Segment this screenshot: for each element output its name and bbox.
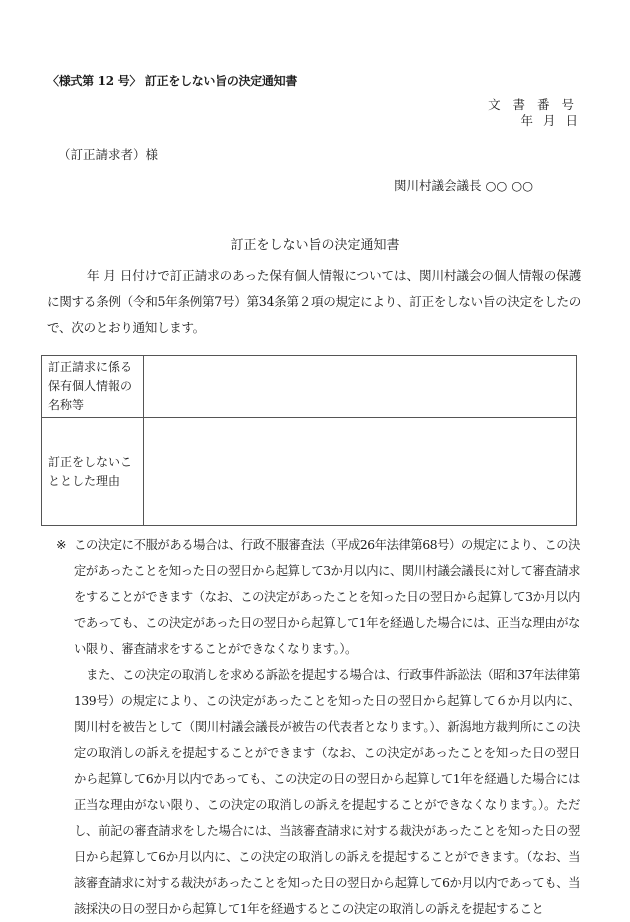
note-appeal	[56, 532, 580, 662]
note-appeal-text: この決定に不服がある場合は、行政不服審査法（平成26年法律第68号）の規定により、この決定があったことを知った日の翌日から起算して3か月以内に、関川村議会議長に対して審査請求をすることができます（なお、この決定があったことを知った日の翌日から起算して3か月以内であっても、この決定があった日の翌日から起算して1年を経過した場合には、正当な理由がない限り、審査請求をすることができなくなります。）。	[74, 538, 580, 656]
row-value-info-name	[144, 356, 577, 418]
body-paragraph: 年 月 日付けで訂正請求のあった保有個人情報については、関川村議会の個人情報の保護に関する条例（令和5年条例第7号）第34条第２項の規定により、訂正をしない旨の決定をしたので、次のとおり通知します。	[47, 268, 581, 335]
note-lawsuit-text: また、この決定の取消しを求める訴訟を提起する場合は、行政事件訴訟法（昭和37年法律第139号）の規定により、この決定があったことを知った日の翌日から起算して６か月以内に、関川村を被告として（関川村議会議長が被告の代表者となります。）、新潟地方裁判所にこの決定の取消しの訴えを提起することができます（なお、この決定があったことを知った日の翌日から起算して6か月以内であっても、この決定の日の翌日から起算して1年を経過した場合には正当な理由がない限り、この決定の取消しの訴えを提起することができなくなります。）。ただし、前記の審査請求をした場合には、当該審査請求に対する裁決があったことを知った日の翌日から起算して6か月以内に、この決定の取消しの訴えを提起することができます。（なお、当該審査請求に対する裁決があったことを知った日の翌日から起算して6か月以内であっても、当該採決の日の翌日から起算して1年を経過するとこの決定の取消しの訴えを提起すること	[74, 668, 580, 916]
row-value-reason	[144, 418, 577, 526]
table-row	[42, 418, 577, 526]
sender: 関川村議会議長 ○○ ○○	[394, 178, 534, 193]
table-row	[42, 356, 577, 418]
info-table	[41, 355, 577, 526]
document-date: 年 月 日	[520, 113, 578, 128]
document-number: 文 書 番 号	[488, 97, 578, 112]
document-title: 訂正をしない旨の決定通知書	[230, 238, 400, 253]
form-number-label: 〈様式第 12 号〉 訂正をしない旨の決定通知書	[47, 74, 298, 88]
notes-section	[56, 532, 580, 922]
row-label-info-name: 訂正請求に係る保有個人情報の名称等	[42, 356, 144, 418]
row-label-reason: 訂正をしないこととした理由	[42, 418, 144, 526]
reference-mark: ※	[56, 538, 66, 552]
addressee: （訂正請求者）様	[58, 147, 159, 162]
note-lawsuit	[56, 662, 580, 922]
